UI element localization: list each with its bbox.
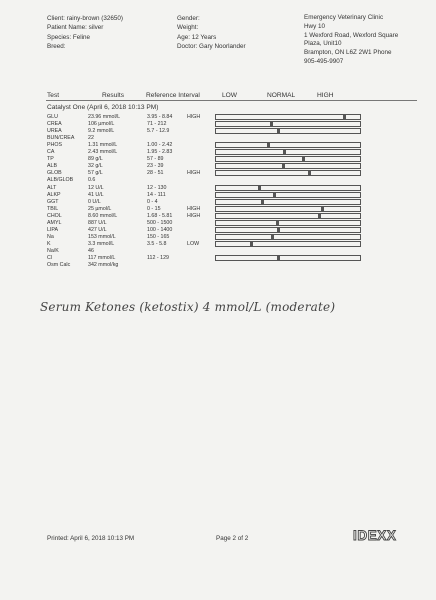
col-results-header: Results	[102, 92, 124, 99]
result-value: 2.43 mmol/L	[88, 149, 118, 156]
result-value: 8.60 mmol/L	[88, 212, 118, 219]
result-value: 41 U/L	[88, 191, 104, 198]
reference-interval: 1.68 - 5.81	[147, 212, 173, 219]
result-flag: HIGH	[187, 205, 201, 212]
col-high-header: HIGH	[317, 92, 334, 99]
breed-line: Breed:	[47, 43, 66, 51]
patient-details	[177, 14, 246, 52]
result-value: 57 g/L	[88, 170, 103, 177]
doctor-line: Doctor: Gary Noorlander	[177, 43, 246, 51]
result-value: 32 g/L	[88, 163, 103, 170]
test-name: LIPA	[47, 226, 59, 233]
result-value: 89 g/L	[88, 156, 103, 163]
result-flag: HIGH	[187, 212, 201, 219]
test-name: GLU	[47, 114, 58, 120]
reference-interval: 28 - 51	[147, 170, 164, 177]
test-name: ALB	[47, 163, 58, 170]
clinic-address	[304, 14, 398, 67]
patient-info	[47, 14, 123, 52]
species-line: Species: Feline	[47, 33, 91, 41]
result-value: 0.6	[88, 177, 96, 184]
header-rule	[46, 100, 417, 101]
reference-interval: 100 - 1400	[147, 226, 173, 233]
handwritten-note: Serum Ketones (ketostix) 4 mmol/L (moderate)	[40, 300, 336, 314]
reference-interval: 150 - 165	[147, 233, 170, 240]
col-reference-header: Reference Interval	[146, 92, 200, 99]
clinic-line: 1 Wexford Road, Wexford Square	[304, 31, 399, 39]
test-name: GGT	[47, 198, 59, 205]
weight-line: Weight:	[177, 24, 199, 32]
test-name: PHOS	[47, 142, 63, 149]
result-value: 25 µmol/L	[88, 205, 112, 212]
age-line: Age: 12 Years	[177, 33, 217, 41]
printed-timestamp: Printed: April 6, 2018 10:13 PM	[47, 535, 135, 542]
test-name: Cl	[47, 255, 53, 261]
test-name: CA	[47, 149, 55, 156]
reference-interval: 12 - 130	[147, 184, 167, 191]
reference-interval: 23 - 39	[147, 163, 164, 170]
result-flag: HIGH	[187, 170, 201, 177]
clinic-line: 905-495-9907	[304, 57, 344, 65]
clinic-line: Brampton, ON L6Z 2W1 Phone	[304, 49, 392, 57]
test-name: ALT	[47, 184, 57, 191]
test-name: CHOL	[47, 212, 62, 219]
col-normal-header: NORMAL	[267, 92, 296, 99]
result-flag: HIGH	[187, 114, 201, 120]
page-number: Page 2 of 2	[216, 535, 249, 542]
result-value: 887 U/L	[88, 219, 107, 226]
idexx-logo	[352, 528, 410, 542]
reference-interval: 0 - 4	[147, 198, 158, 205]
result-value: 3.3 mmol/L	[88, 240, 115, 247]
reference-interval: 3.95 - 8.84	[147, 114, 173, 120]
test-name: Na/K	[47, 247, 59, 254]
test-name: GLOB	[47, 170, 62, 177]
result-value: 12 U/L	[88, 184, 104, 191]
patient-name-line: Patient Name: silver	[47, 24, 104, 32]
result-value: 153 mmol/L	[88, 233, 116, 240]
result-value: 342 mmol/kg	[88, 262, 119, 269]
result-value: 1.31 mmol/L	[88, 142, 118, 149]
reference-interval: 112 - 129	[147, 255, 169, 261]
reference-interval: 3.5 - 5.8	[147, 240, 167, 247]
reference-interval: 14 - 111	[147, 191, 166, 198]
result-value: 23.96 mmol/L	[88, 114, 121, 120]
client-line: Client: rainy-brown (32650)	[47, 15, 123, 22]
reference-interval: 1.00 - 2.42	[147, 142, 173, 149]
gender-line: Gender:	[177, 15, 200, 22]
test-name: ALKP	[47, 191, 61, 198]
reference-interval: 500 - 1500	[147, 219, 173, 226]
result-value: 106 µmol/L	[88, 121, 115, 128]
reference-interval: 1.95 - 2.83	[147, 149, 173, 156]
result-value: 0 U/L	[88, 198, 101, 205]
test-name: TBIL	[47, 205, 59, 212]
test-name: TP	[47, 156, 54, 163]
test-name: CREA	[47, 121, 62, 128]
test-name: AMYL	[47, 219, 62, 226]
test-name: Osm Calc	[47, 262, 71, 269]
test-name: UREA	[47, 128, 62, 135]
result-value: 22	[88, 135, 94, 142]
col-test-header: Test	[47, 92, 60, 99]
reference-interval: 57 - 89	[147, 156, 164, 163]
clinic-line: Hwy 10	[304, 22, 325, 30]
col-low-header: LOW	[222, 92, 238, 99]
result-value: 427 U/L	[88, 226, 107, 233]
test-name: ALB/GLOB	[47, 177, 74, 184]
result-row	[0, 261, 436, 269]
test-name: BUN/CREA	[47, 135, 75, 142]
test-name: Na	[47, 233, 54, 240]
result-value: 117 mmol/L	[88, 255, 116, 261]
result-value: 9.2 mmol/L	[88, 128, 115, 135]
clinic-line: Emergency Veterinary Clinic	[304, 14, 384, 21]
clinic-line: Plaza, Unit10	[304, 40, 342, 48]
test-name: K	[47, 240, 51, 247]
result-value: 46	[88, 247, 94, 254]
idexx-logo-text: IDEXX	[353, 528, 397, 542]
result-flag: LOW	[187, 240, 200, 247]
reference-interval: 0 - 15	[147, 205, 161, 212]
reference-interval: 5.7 - 12.9	[147, 128, 170, 135]
reference-interval: 71 - 212	[147, 121, 167, 128]
section-title: Catalyst One (April 6, 2018 10:13 PM)	[47, 104, 159, 111]
